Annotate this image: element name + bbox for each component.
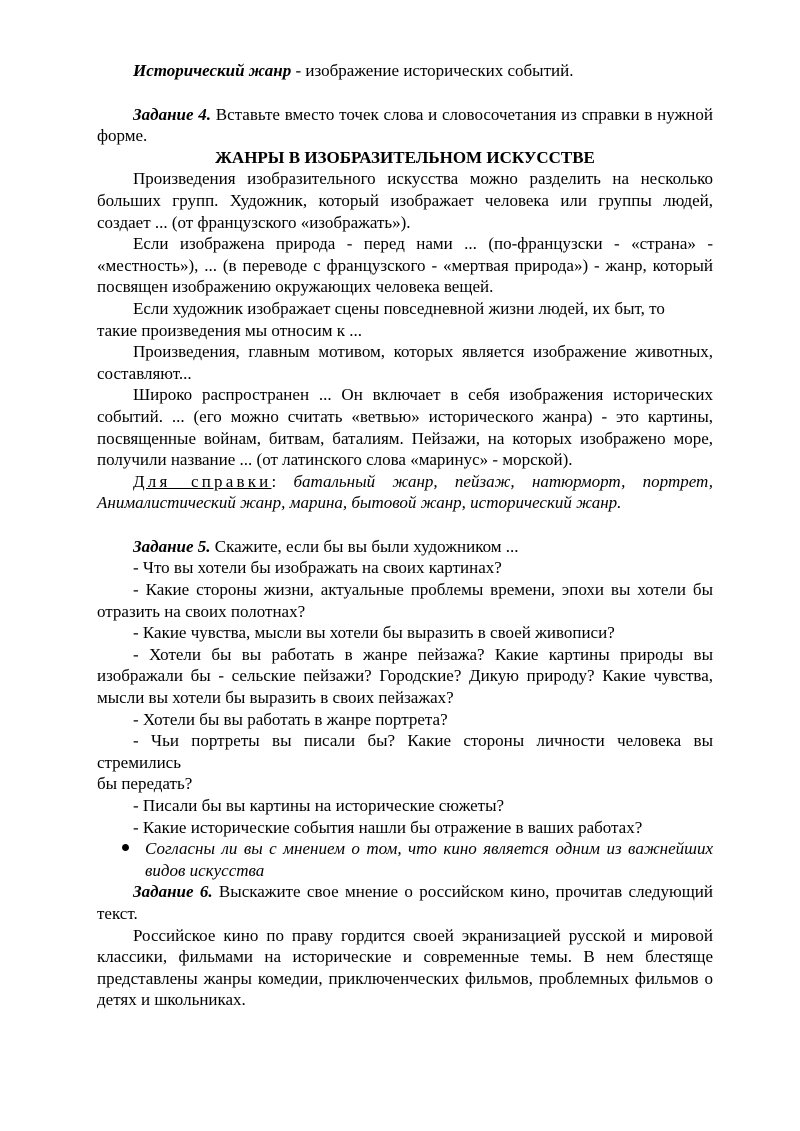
bullet-item [97,838,713,881]
task6-line [97,881,713,924]
task6-label: Задание 6. [133,882,213,902]
bullet-text: Согласны ли вы с мнением о том, что кино является одним из важнейших видов искусства [145,839,713,880]
question-item: - Чьи портреты вы писали бы? Какие стороны личности человека вы стремились [97,731,713,772]
task5-text: Скажите, если бы вы были художником ... [210,536,519,556]
bullet-icon [122,844,129,851]
paragraph-3: Если художник изображает сцены повседневной жизни людей, их быт, то [133,298,665,318]
task5-line [97,536,713,558]
reference-terms: батальный жанр, пейзаж, натюрморт, портрет, Анималистический жанр, марина, бытовой жанр, исторический жанр. [97,471,713,513]
task5-label: Задание 5. [133,536,211,556]
question-item: - Какие исторические события нашли бы отражение в ваших работах? [133,817,643,837]
paragraph-5: Широко распространен ... Он включает в себя изображения исторических событий. ... (его можно считать «ветвью» исторического жанра) - это картины, посвященные войнам, битвам, баталиям. Пейзажи, на которых изображено море, получили название ... (от латинского слова «маринус» - морской). [97,385,713,470]
task6-text: Выскажите свое мнение о российском кино, прочитав следующий текст. [97,882,714,923]
intro-line [97,60,713,82]
section-heading: ЖАНРЫ В ИЗОБРАЗИТЕЛЬНОМ ИСКУССТВЕ [215,147,595,167]
document-page [97,60,713,1011]
reference-colon: : [271,471,277,491]
paragraph-3-continued: такие произведения мы относим к ... [97,320,363,340]
task4-label: Задание 4. [133,104,212,124]
paragraph-2: Если изображена природа - перед нами ... (по-французски - «страна» - «местность»), ... (в переводе с французского - «мертвая природа») - жанр, который посвящен изображению окружающих человека вещей. [97,234,713,297]
question-item: - Хотели бы вы работать в жанре портрета? [133,709,448,729]
question-item: - Какие стороны жизни, актуальные проблемы времени, эпохи вы хотели бы отразить на своих полотнах? [97,580,713,621]
intro-rest: - изображение исторических событий. [291,61,574,80]
question-item: - Писали бы вы картины на исторические сюжеты? [133,796,505,815]
question-item-continued: бы передать? [97,774,193,794]
task4-text: Вставьте вместо точек слова и словосочетания из справки в нужной форме. [97,104,713,146]
paragraph-1: Произведения изобразительного искусства можно разделить на несколько больших групп. Художник, который изображает человека или группы людей, создает ... (от французского «изображать»). [97,169,713,232]
reference-line [97,471,713,514]
question-item: - Хотели бы вы работать в жанре пейзажа? Какие картины природы вы изображали бы - сельские пейзажи? Городские? Дикую природу? Какие чувства, мысли вы хотели бы выразить в своих пейзажах? [97,644,713,708]
spacer [97,82,713,104]
reference-label: Для справки [133,471,272,491]
paragraph-4: Произведения, главным мотивом, которых является изображение животных, составляют... [97,342,713,383]
task6-paragraph: Российское кино по праву гордится своей экранизацией русской и мировой классики, фильмами на исторические и современные темы. В нем блестяще представлены жанры комедии, приключенческих фильмов, проблемных фильмов о детях и школьниках. [97,925,713,1010]
spacer [97,514,713,536]
question-item: - Что вы хотели бы изображать на своих картинах? [133,558,502,578]
task4-line [97,104,713,147]
intro-term: Исторический жанр [133,61,292,80]
question-item: - Какие чувства, мысли вы хотели бы выразить в своей живописи? [133,623,615,643]
